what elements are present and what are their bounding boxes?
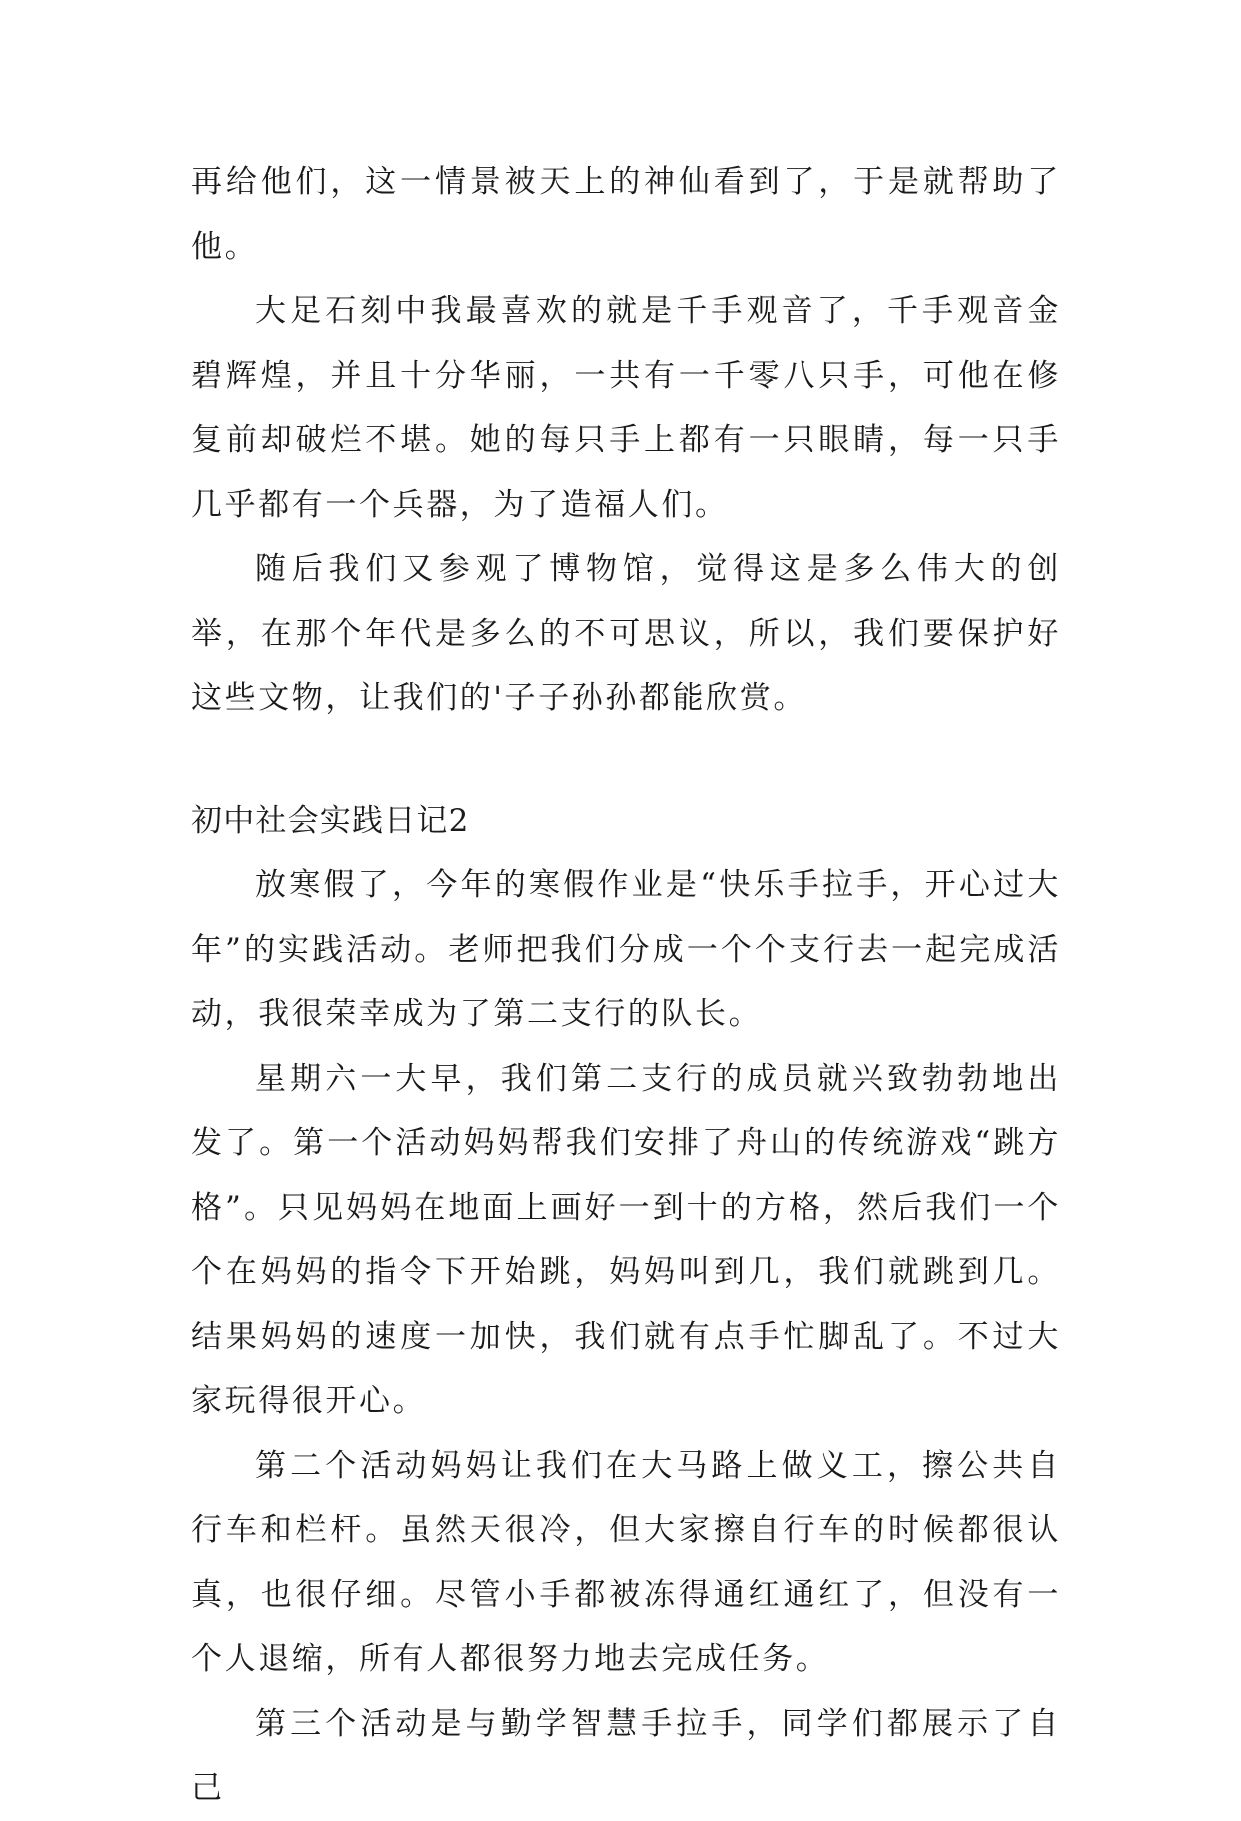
paragraph-winter-holiday: 放寒假了，今年的寒假作业是“快乐手拉手，开心过大年”的实践活动。老师把我们分成一个个支行去一起完成活动，我很荣幸成为了第二支行的队长。 [191,867,1061,1032]
paragraph-hopscotch-activity: 星期六一大早，我们第二支行的成员就兴致勃勃地出发了。第一个活动妈妈帮我们安排了舟山的传统游戏“跳方格”。只见妈妈在地面上画好一到十的方格，然后我们一个个在妈妈的指令下开始跳，妈妈叫到几，我们就跳到几。结果妈妈的速度一加快，我们就有点手忙脚乱了。不过大家玩得很开心。 [191,1060,1061,1419]
paragraph-museum-visit: 随后我们又参观了博物馆，觉得这是多么伟大的创举，在那个年代是多么的不可思议，所以，我们要保护好这些文物，让我们的'子子孙孙都能欣赏。 [191,551,1061,716]
paragraph-continuation: 再给他们，这一情景被天上的神仙看到了，于是就帮助了他。 [191,164,1061,265]
section-title: 初中社会实践日记2 [191,802,470,839]
paragraph-volunteer-activity: 第二个活动妈妈让我们在大马路上做义工，擦公共自行车和栏杆。虽然天很冷，但大家擦自行车的时候都很认真，也很仔细。尽管小手都被冻得通红通红了，但没有一个人退缩，所有人都很努力地去完成任务。 [191,1447,1061,1677]
document-body [191,150,1061,1821]
paragraph-thousand-hand-guanyin: 大足石刻中我最喜欢的就是千手观音了，千手观音金碧辉煌，并且十分华丽，一共有一千零八只手，可他在修复前却破烂不堪。她的每只手上都有一只眼睛，每一只手几乎都有一个兵器，为了造福人们。 [191,293,1061,523]
paragraph-third-activity: 第三个活动是与勤学智慧手拉手，同学们都展示了自己 [191,1705,1061,1806]
section-spacer [191,731,1061,789]
